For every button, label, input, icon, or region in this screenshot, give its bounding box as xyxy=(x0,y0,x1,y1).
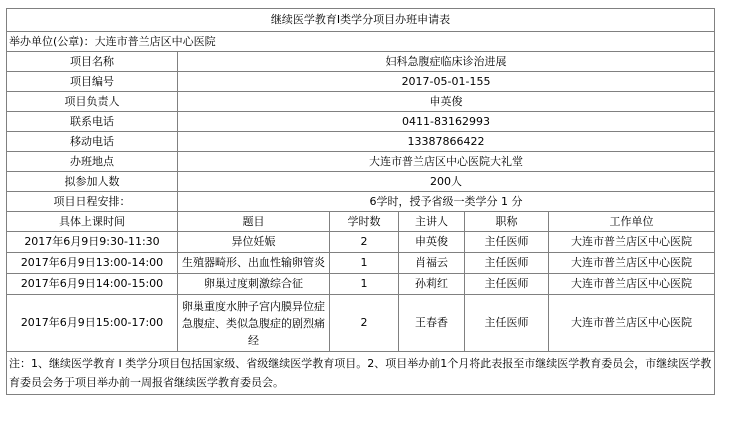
schedule-header-row xyxy=(7,212,715,232)
field-value: 大连市普兰店区中心医院大礼堂 xyxy=(178,152,715,172)
session-speaker-title: 主任医师 xyxy=(465,274,549,295)
session-hours: 2 xyxy=(330,295,399,352)
session-time: 2017年6月9日13:00-14:00 xyxy=(7,253,178,274)
organizer-value: 大连市普兰店区中心医院 xyxy=(94,34,216,48)
schedule-header: 职称 xyxy=(465,212,549,232)
field-row xyxy=(7,72,715,92)
form-title: 继续医学教育I类学分项目办班申请表 xyxy=(7,9,715,32)
field-value: 2017-05-01-155 xyxy=(178,72,715,92)
session-hours: 1 xyxy=(330,274,399,295)
session-topic: 异位妊娠 xyxy=(178,232,330,253)
field-label: 项目负责人 xyxy=(7,92,178,112)
field-value: 妇科急腹症临床诊治进展 xyxy=(178,52,715,72)
title-row xyxy=(7,9,715,32)
schedule-header: 题目 xyxy=(178,212,330,232)
field-row xyxy=(7,112,715,132)
schedule-row xyxy=(7,253,715,274)
field-label: 办班地点 xyxy=(7,152,178,172)
session-unit: 大连市普兰店区中心医院 xyxy=(549,232,715,253)
session-speaker: 申英俊 xyxy=(399,232,465,253)
form-table xyxy=(6,8,715,395)
field-label: 项目名称 xyxy=(7,52,178,72)
field-row xyxy=(7,192,715,212)
schedule-row xyxy=(7,232,715,253)
field-value: 0411-83162993 xyxy=(178,112,715,132)
schedule-row xyxy=(7,274,715,295)
field-row xyxy=(7,52,715,72)
session-topic: 卵巢过度刺激综合征 xyxy=(178,274,330,295)
session-speaker-title: 主任医师 xyxy=(465,253,549,274)
organizer-cell xyxy=(7,32,715,52)
organizer-label: 举办单位(公章)： xyxy=(9,34,95,48)
field-value: 申英俊 xyxy=(178,92,715,112)
field-value: 6学时，授予省级一类学分 1 分 xyxy=(178,192,715,212)
session-speaker-title: 主任医师 xyxy=(465,232,549,253)
field-label: 拟参加人数 xyxy=(7,172,178,192)
field-row xyxy=(7,92,715,112)
application-form xyxy=(6,8,714,395)
note-row xyxy=(7,352,715,395)
session-unit: 大连市普兰店区中心医院 xyxy=(549,274,715,295)
session-speaker: 孙莉红 xyxy=(399,274,465,295)
session-topic: 卵巢重度水肿子宫内膜异位症急腹症、类似急腹症的剧烈痛经 xyxy=(178,295,330,352)
form-note: 注：1、继续医学教育 I 类学分项目包括国家级、省级继续医学教育项目。2、项目举办前1个月将此表报至市继续医学教育委员会，市继续医学教育委员会务于项目举办前一周报省继续医学教育委员会。 xyxy=(7,352,715,395)
schedule-row xyxy=(7,295,715,352)
session-speaker-title: 主任医师 xyxy=(465,295,549,352)
organizer-row xyxy=(7,32,715,52)
schedule-header: 工作单位 xyxy=(549,212,715,232)
field-value: 200人 xyxy=(178,172,715,192)
field-row xyxy=(7,152,715,172)
field-label: 联系电话 xyxy=(7,112,178,132)
session-time: 2017年6月9日14:00-15:00 xyxy=(7,274,178,295)
field-label: 项目编号 xyxy=(7,72,178,92)
session-speaker: 肖福云 xyxy=(399,253,465,274)
session-time: 2017年6月9日15:00-17:00 xyxy=(7,295,178,352)
session-speaker: 王春香 xyxy=(399,295,465,352)
session-hours: 2 xyxy=(330,232,399,253)
schedule-header: 具体上课时间 xyxy=(7,212,178,232)
session-unit: 大连市普兰店区中心医院 xyxy=(549,253,715,274)
field-row xyxy=(7,172,715,192)
session-hours: 1 xyxy=(330,253,399,274)
field-label: 移动电话 xyxy=(7,132,178,152)
field-value: 13387866422 xyxy=(178,132,715,152)
session-topic: 生殖器畸形、出血性输卵管炎 xyxy=(178,253,330,274)
schedule-header: 学时数 xyxy=(330,212,399,232)
field-row xyxy=(7,132,715,152)
session-unit: 大连市普兰店区中心医院 xyxy=(549,295,715,352)
field-label: 项目日程安排： xyxy=(7,192,178,212)
schedule-header: 主讲人 xyxy=(399,212,465,232)
session-time: 2017年6月9日9:30-11:30 xyxy=(7,232,178,253)
